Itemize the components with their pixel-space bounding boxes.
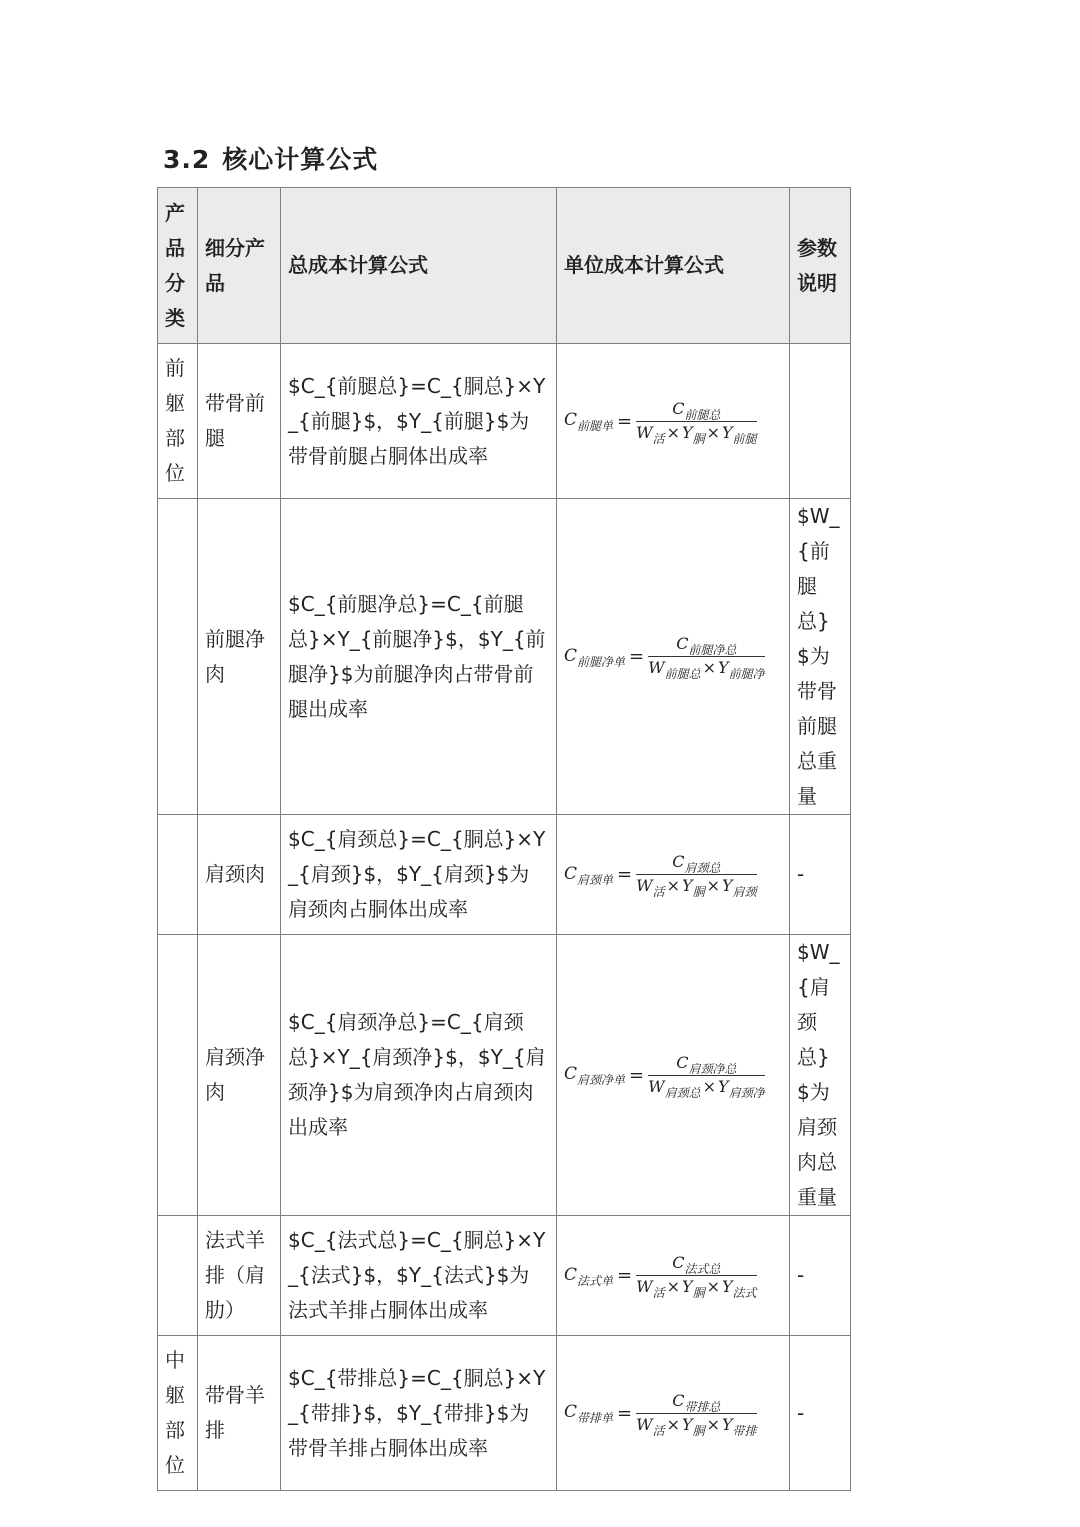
num-sub: 前腿总 xyxy=(684,407,721,422)
category-cell: 中躯部位 xyxy=(158,1336,198,1491)
unit-cost-formula: $C_{前腿净单}$ = $\frac{C_{前腿净总}}{W_{前腿总} \times Y_{前腿净}}$ xyxy=(564,634,765,681)
table-row xyxy=(158,499,851,815)
den-sub: 活 xyxy=(652,431,665,446)
lhs-sub: 肩颈单 xyxy=(577,872,614,887)
notes-cell: $W_{肩颈总}$为肩颈肉总重量 xyxy=(790,935,851,1216)
total-formula-cell: $C_{前腿净总}=C_{前腿总}×Y_{前腿净}$，$Y_{前腿净}$为前腿净肉占带骨前腿出成率 xyxy=(281,499,557,815)
unit-cost-formula: $C_{肩颈净单}$ = $\frac{C_{肩颈净总}}{W_{肩颈总} \times Y_{肩颈净}}$ xyxy=(564,1052,765,1100)
den-sub: 胴 xyxy=(692,885,705,899)
table-row xyxy=(158,935,851,1216)
product-cell: 带骨前腿 xyxy=(198,344,281,499)
den-sub: 活 xyxy=(652,1286,665,1300)
total-formula-cell: $C_{肩颈净总}=C_{肩颈总}×Y_{肩颈净}$，$Y_{肩颈净}$为肩颈净肉占肩颈肉出成率 xyxy=(281,935,557,1216)
unit-formula-cell xyxy=(557,344,790,499)
den-sub: 前腿总 xyxy=(664,667,701,681)
unit-formula-cell xyxy=(557,1336,790,1491)
unit-cost-formula: $C_{前腿单}$ = $\frac{C_{前腿总}}{W_活 \times Y_胴 \times Y_{前腿}}$ xyxy=(564,398,757,446)
product-cell: 肩颈净肉 xyxy=(198,935,281,1216)
table-row xyxy=(158,1216,851,1336)
den-sub: 胴 xyxy=(692,1286,705,1300)
den-sub: 前腿净 xyxy=(728,667,765,681)
notes-cell: - xyxy=(790,1336,851,1491)
lhs-sub: 带排单 xyxy=(577,1411,614,1425)
den-sub: 活 xyxy=(652,885,665,899)
total-formula-cell: $C_{前腿总}=C_{胴总}×Y_{前腿}$，$Y_{前腿}$为带骨前腿占胴体出成率 xyxy=(281,344,557,499)
lhs-sub: 法式单 xyxy=(577,1273,614,1288)
unit-formula-cell xyxy=(557,815,790,935)
table-header-row xyxy=(158,188,851,344)
category-cell: 前躯部位 xyxy=(158,344,198,499)
table-row xyxy=(158,815,851,935)
category-cell xyxy=(158,1216,198,1336)
header-unit-formula: 单位成本计算公式 xyxy=(557,188,790,344)
num-sub: 前腿净总 xyxy=(688,643,737,657)
unit-cost-formula: $C_{肩颈单}$ = $\frac{C_{肩颈总}}{W_活 \times Y_胴 \times Y_{肩颈}}$ xyxy=(564,852,757,899)
den-sub: 胴 xyxy=(692,1423,705,1438)
category-cell xyxy=(158,935,198,1216)
den-sub: 肩颈总 xyxy=(664,1085,701,1100)
total-formula-cell: $C_{带排总}=C_{胴总}×Y_{带排}$，$Y_{带排}$为带骨羊排占胴体出成率 xyxy=(281,1336,557,1491)
total-formula-cell: $C_{肩颈总}=C_{胴总}×Y_{肩颈}$，$Y_{肩颈}$为肩颈肉占胴体出成率 xyxy=(281,815,557,935)
formula-table xyxy=(157,187,851,1491)
unit-formula-cell xyxy=(557,935,790,1216)
num-sub: 肩颈总 xyxy=(684,861,721,875)
product-cell: 法式羊排（肩肋） xyxy=(198,1216,281,1336)
notes-cell: $W_{前腿总}$为带骨前腿总重量 xyxy=(790,499,851,815)
den-sub: 肩颈 xyxy=(732,885,757,899)
section-number: 3.2 xyxy=(163,145,211,174)
unit-cost-formula: $C_{带排单}$ = $\frac{C_{带排总}}{W_活 \times Y_胴 \times Y_{带排}}$ xyxy=(564,1390,757,1438)
den-sub: 前腿 xyxy=(732,431,757,446)
notes-cell xyxy=(790,344,851,499)
num-sub: 肩颈净总 xyxy=(688,1061,737,1076)
den-sub: 活 xyxy=(652,1423,665,1438)
total-formula-cell: $C_{法式总}=C_{胴总}×Y_{法式}$，$Y_{法式}$为法式羊排占胴体出成率 xyxy=(281,1216,557,1336)
notes-cell: - xyxy=(790,1216,851,1336)
product-cell: 肩颈肉 xyxy=(198,815,281,935)
header-category: 产品分类 xyxy=(158,188,198,344)
num-sub: 法式总 xyxy=(684,1262,721,1276)
category-cell xyxy=(158,499,198,815)
den-sub: 带排 xyxy=(732,1423,757,1438)
section-title: 核心计算公式 xyxy=(222,145,379,174)
den-sub: 法式 xyxy=(732,1286,757,1300)
lhs-sub: 前腿净单 xyxy=(577,654,626,669)
product-cell: 前腿净肉 xyxy=(198,499,281,815)
unit-cost-formula: $C_{法式单}$ = $\frac{C_{法式总}}{W_活 \times Y_胴 \times Y_{法式}}$ xyxy=(564,1253,757,1300)
category-cell xyxy=(158,815,198,935)
notes-cell: - xyxy=(790,815,851,935)
table-row xyxy=(158,344,851,499)
section-heading xyxy=(163,140,378,176)
header-product: 细分产品 xyxy=(198,188,281,344)
den-sub: 肩颈净 xyxy=(728,1085,765,1100)
lhs-sub: 肩颈净单 xyxy=(577,1073,626,1087)
table-row xyxy=(158,1336,851,1491)
header-notes: 参数说明 xyxy=(790,188,851,344)
product-cell: 带骨羊排 xyxy=(198,1336,281,1491)
den-sub: 胴 xyxy=(692,431,705,446)
num-sub: 带排总 xyxy=(684,1399,721,1414)
lhs-sub: 前腿单 xyxy=(577,419,614,433)
unit-formula-cell xyxy=(557,499,790,815)
header-total-formula: 总成本计算公式 xyxy=(281,188,557,344)
unit-formula-cell xyxy=(557,1216,790,1336)
